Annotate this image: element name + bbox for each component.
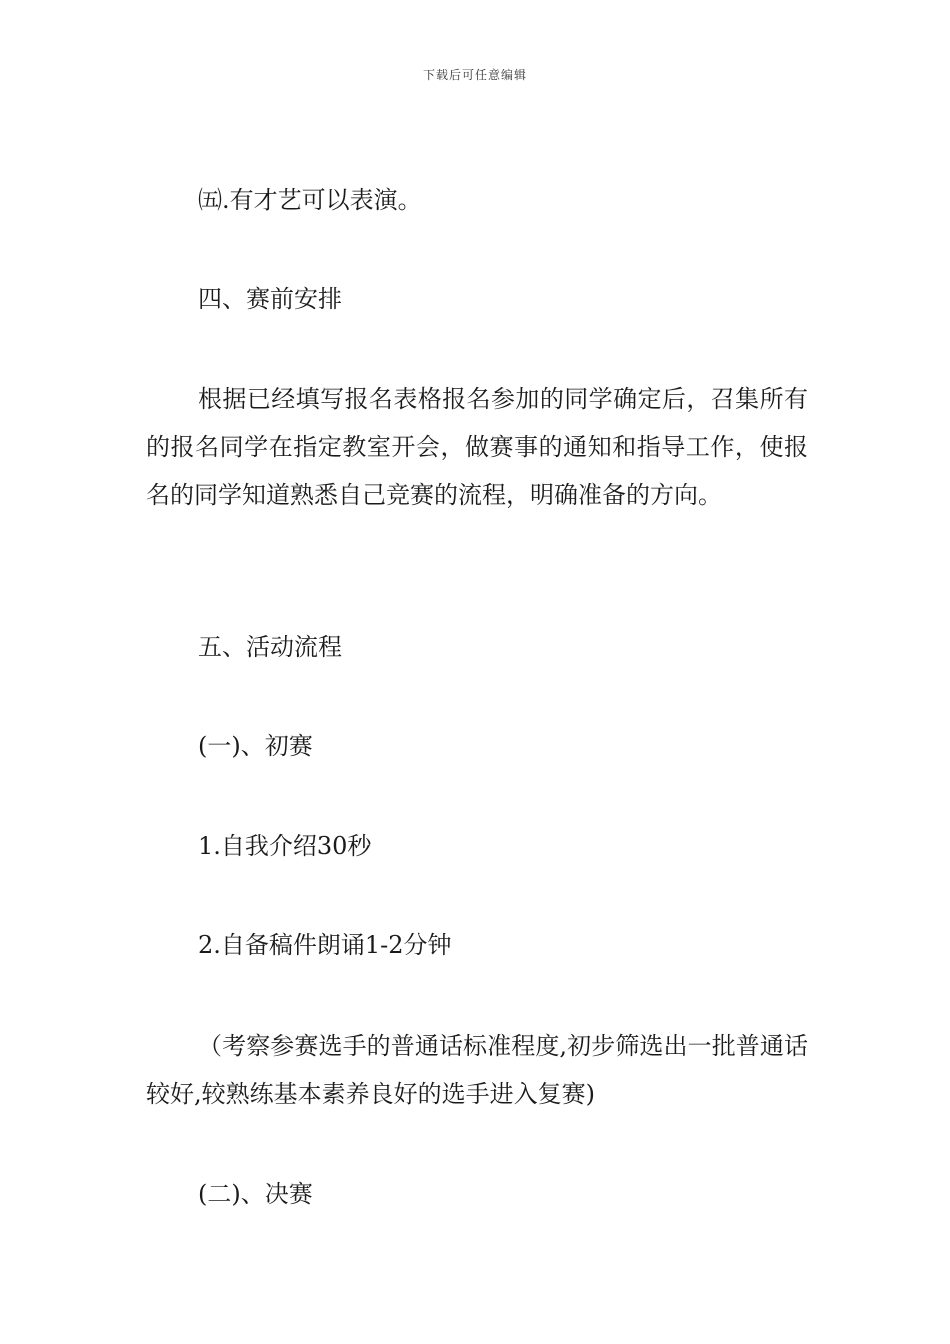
section-heading-pre-contest: 四、赛前安排 xyxy=(198,285,342,313)
subheading-preliminary: (一)、初赛 xyxy=(198,732,313,760)
list-item-self-intro: 1.自我介绍30秒 xyxy=(198,832,372,860)
paragraph-talent-show: ㈤.有才艺可以表演。 xyxy=(198,186,422,214)
list-item-recitation: 2.自备稿件朗诵1-2分钟 xyxy=(198,931,452,959)
paragraph-preliminary-note: （考察参赛选手的普通话标准程度,初步筛选出一批普通话较好,较熟练基本素养良好的选手进入复赛) xyxy=(146,1032,808,1108)
paragraph-pre-contest-arrangement: 根据已经填写报名表格报名参加的同学确定后，召集所有的报名同学在指定教室开会，做赛事的通知和指导工作，使报名的同学知道熟悉自己竞赛的流程，明确准备的方向。 xyxy=(146,385,808,509)
section-heading-activity-flow: 五、活动流程 xyxy=(198,633,342,661)
page-header: 下载后可任意编辑 xyxy=(422,68,527,82)
subheading-final: (二)、决赛 xyxy=(198,1180,313,1208)
